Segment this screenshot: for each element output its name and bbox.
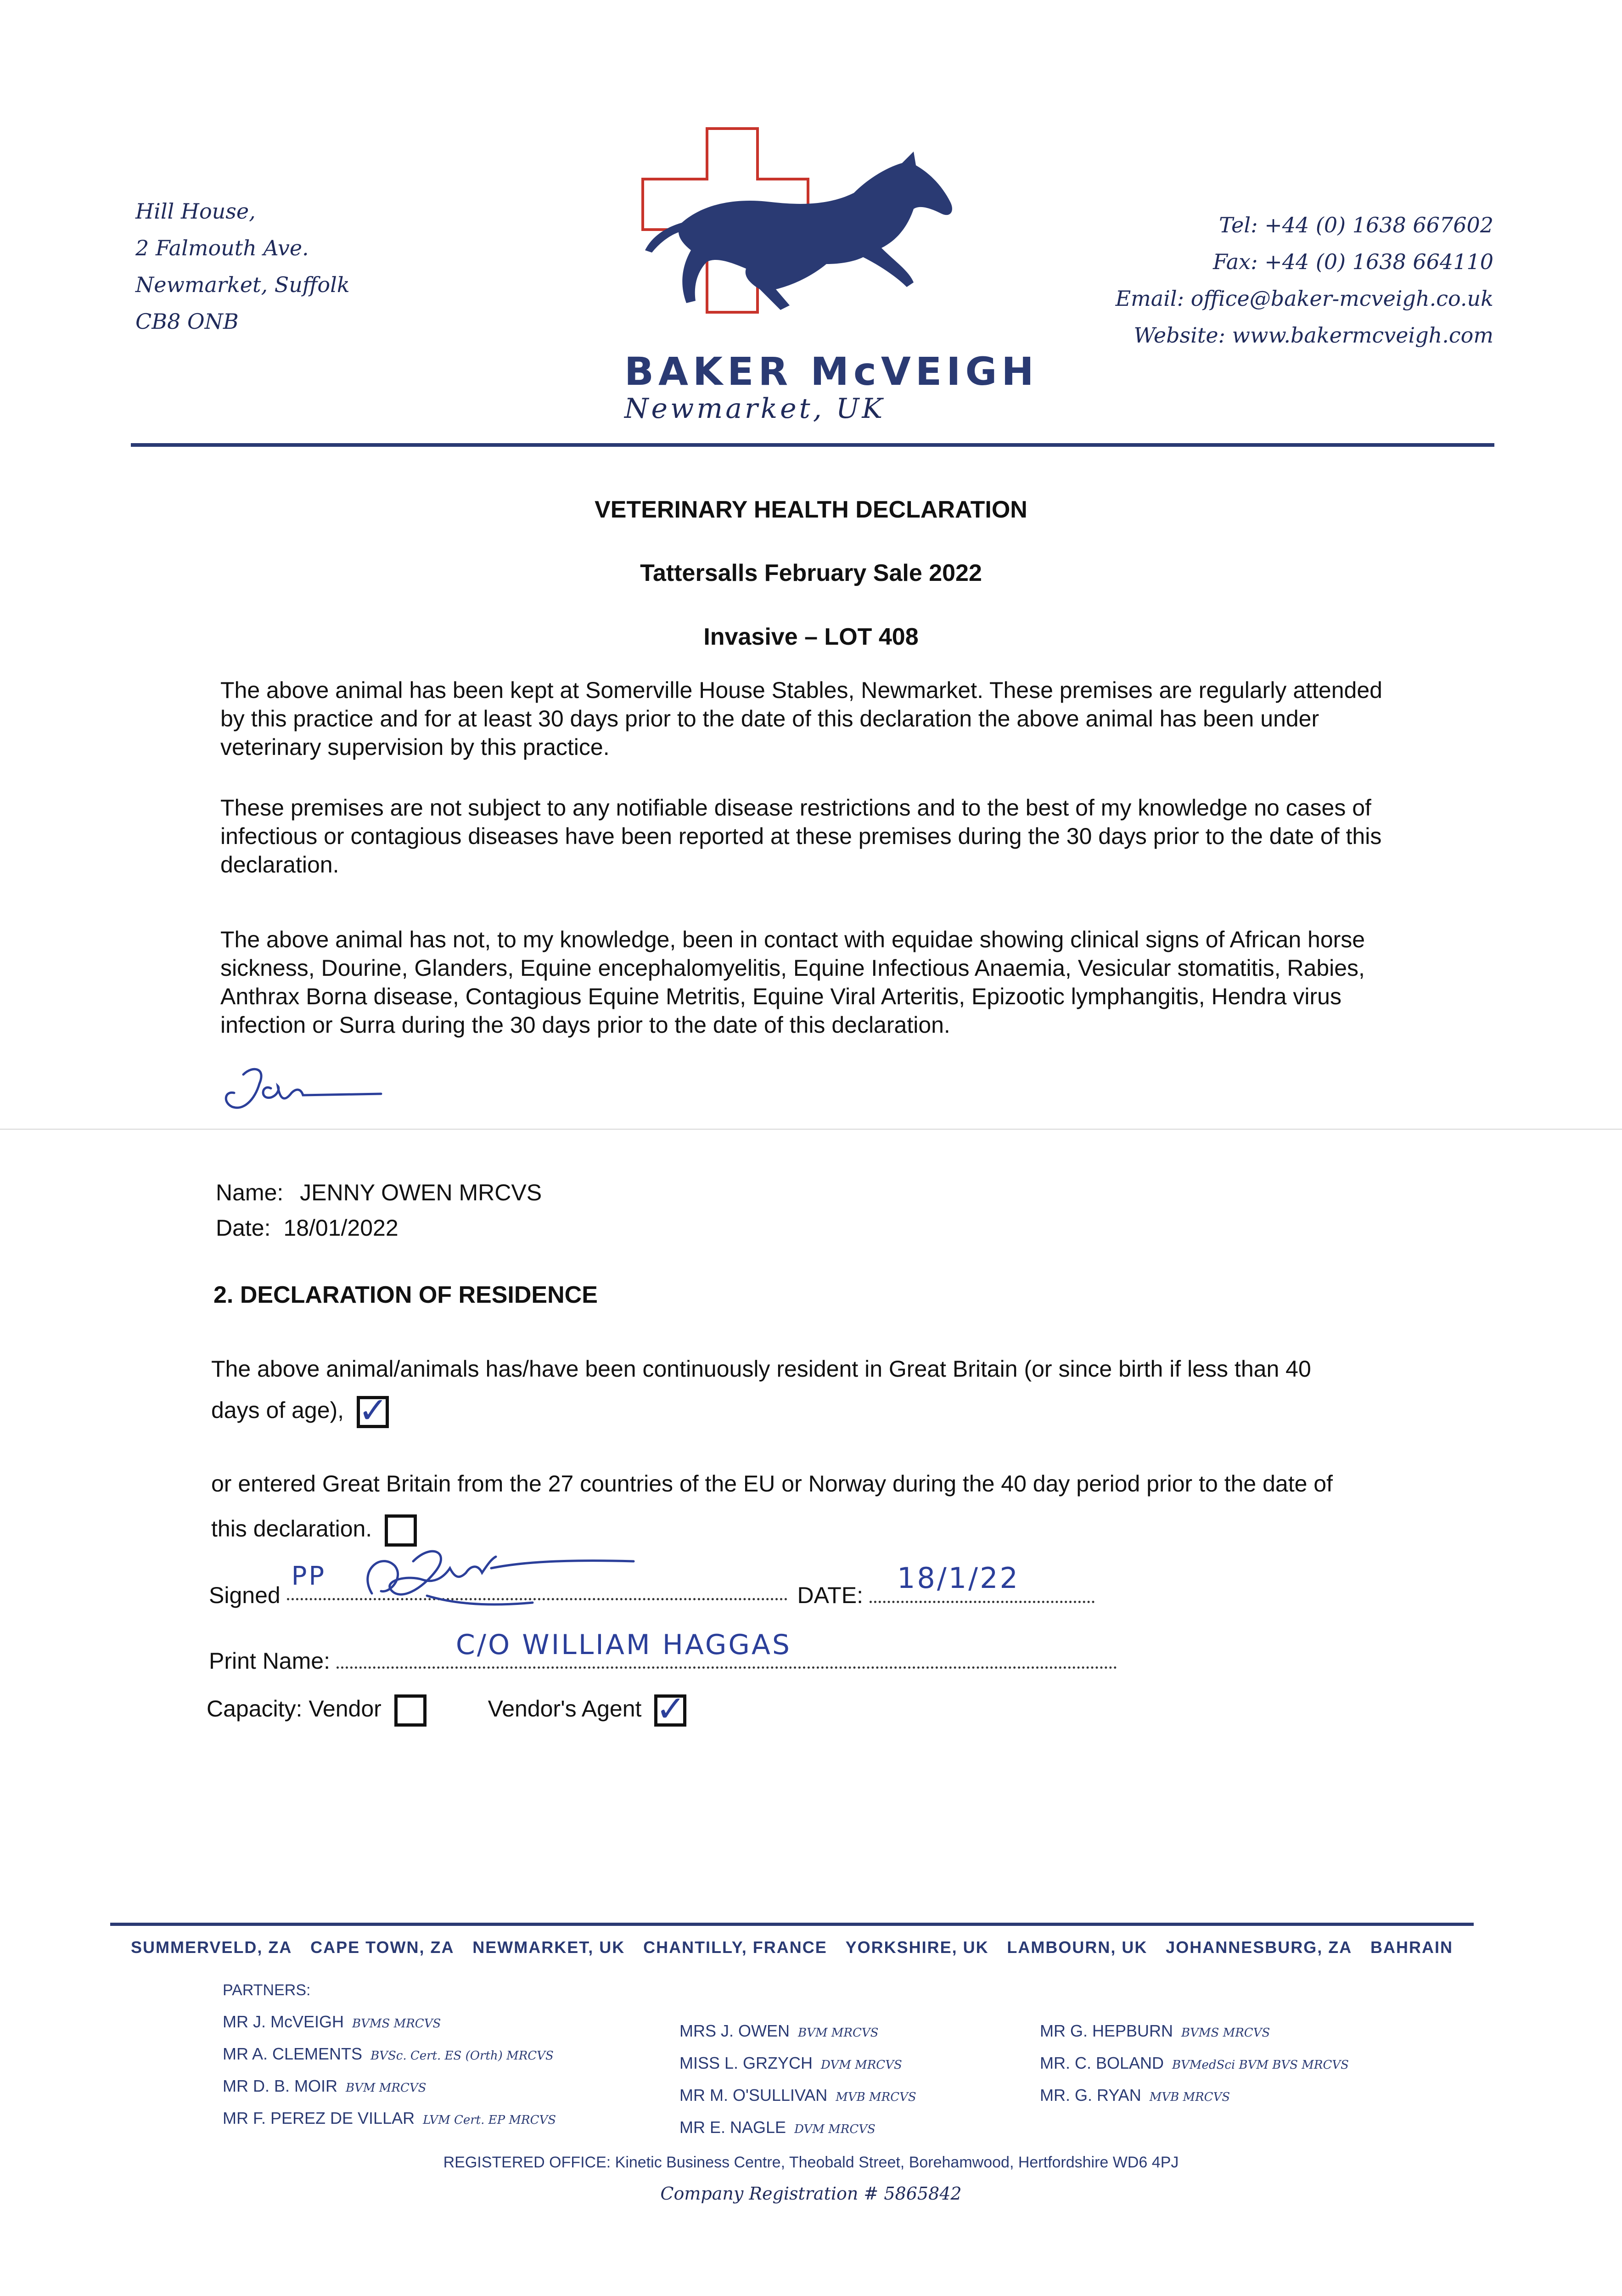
partners-label: PARTNERS: xyxy=(223,1981,311,1999)
declaration-paragraph: The above animal has been kept at Somerville House Stables, Newmarket. These premises are regularly attended by this practice and for at least 30 days prior to the date of this declaration the above animal has been under veterinary supervision by this practice. xyxy=(220,677,1382,760)
vendor-agent-label: Vendor's Agent xyxy=(488,1696,642,1722)
office-location: YORKSHIRE, UK xyxy=(845,1938,989,1957)
partner-quals: BVSc. Cert. ES (Orth) MRCVS xyxy=(370,2049,554,2063)
partner-entry xyxy=(223,2039,556,2071)
brand-name: BAKER McVEIGH xyxy=(624,349,1038,394)
partner-name: MR. C. BOLAND xyxy=(1040,2054,1164,2072)
partners-column xyxy=(679,2016,916,2144)
partner-quals: BVMS MRCVS xyxy=(352,2017,441,2031)
print-name-label: Print Name: xyxy=(209,1648,330,1674)
office-location: CAPE TOWN, ZA xyxy=(310,1938,455,1957)
office-location: LAMBOURN, UK xyxy=(1007,1938,1148,1957)
partner-name: MR. G. RYAN xyxy=(1040,2086,1141,2105)
partner-name: MR E. NAGLE xyxy=(679,2118,786,2137)
office-location: SUMMERVELD, ZA xyxy=(131,1938,292,1957)
letterhead-address xyxy=(135,193,350,340)
partner-quals: DVM MRCVS xyxy=(821,2058,902,2072)
vet-date-label: Date: xyxy=(216,1215,271,1241)
date-label: DATE: xyxy=(797,1582,864,1608)
vet-signature xyxy=(216,1056,409,1130)
capacity-row xyxy=(207,1688,686,1730)
partner-name: MR A. CLEMENTS xyxy=(223,2044,363,2063)
print-name-row xyxy=(209,1629,1117,1674)
vet-name-row xyxy=(216,1179,542,1206)
entered-text-end: this declaration. xyxy=(211,1516,372,1542)
section-heading: 2. DECLARATION OF RESIDENCE xyxy=(213,1282,598,1308)
partner-entry xyxy=(679,2112,916,2144)
office-location: NEWMARKET, UK xyxy=(472,1938,625,1957)
address-line: 2 Falmouth Ave. xyxy=(135,236,309,260)
contact-fax: Fax: +44 (0) 1638 664110 xyxy=(1212,249,1493,274)
partners-column xyxy=(223,2007,556,2135)
address-line: CB8 ONB xyxy=(135,309,239,334)
date-line[interactable] xyxy=(870,1561,1094,1603)
checkmark-icon: ✓ xyxy=(656,1688,686,1730)
agent-signature xyxy=(275,1534,643,1639)
office-location: BAHRAIN xyxy=(1370,1938,1453,1957)
partner-quals: BVMS MRCVS xyxy=(1181,2026,1270,2040)
office-location: CHANTILLY, FRANCE xyxy=(643,1938,827,1957)
partner-name: MR D. B. MOIR xyxy=(223,2077,337,2095)
partner-quals: MVB MRCVS xyxy=(836,2090,916,2104)
vet-name-label: Name: xyxy=(216,1180,284,1205)
brand-logo xyxy=(638,124,987,326)
vet-date-value: 18/01/2022 xyxy=(283,1215,398,1241)
residence-text-row xyxy=(211,1390,389,1431)
partner-entry xyxy=(223,2103,556,2135)
partner-name: MR G. HEPBURN xyxy=(1040,2021,1173,2040)
vet-date-row xyxy=(216,1215,398,1241)
lot-title: Invasive – LOT 408 xyxy=(703,624,919,650)
partner-entry xyxy=(1040,2080,1349,2112)
page-divider xyxy=(0,1129,1622,1130)
checkmark-icon: ✓ xyxy=(358,1390,388,1431)
print-name-value: C/O WILLIAM HAGGAS xyxy=(455,1629,791,1661)
partner-quals: DVM MRCVS xyxy=(794,2122,876,2136)
header-divider xyxy=(131,443,1494,447)
declaration-paragraph: The above animal has not, to my knowledge, been in contact with equidae showing clinical signs of African horse sickness, Dourine, Glanders, Equine encephalomyelitis, Equine Infectious Anaemia, Vesicular stomatitis, Rabies, Anthrax Borna disease, Contagious Equine Metritis, Equine Viral Arteritis, Epizootic lymphangitis, Hendra virus infection or Surra during the 30 days prior to the date of this declaration. xyxy=(220,927,1365,1038)
document-title: VETERINARY HEALTH DECLARATION xyxy=(595,496,1027,523)
print-name-line[interactable] xyxy=(337,1629,1117,1669)
brand-subtitle: Newmarket, UK xyxy=(624,393,886,425)
partner-quals: BVM MRCVS xyxy=(798,2026,879,2040)
partner-quals: BVM MRCVS xyxy=(346,2081,427,2095)
partner-entry xyxy=(223,2071,556,2103)
declaration-paragraph: These premises are not subject to any notifiable disease restrictions and to the best of my knowledge no cases of infectious or contagious diseases have been reported at these premises during the 30 days prior to the date of this declaration. xyxy=(220,795,1382,878)
residence-text: The above animal/animals has/have been continuously resident in Great Britain (or since birth if less than 40 xyxy=(211,1356,1311,1382)
partner-entry xyxy=(679,2048,916,2080)
partner-name: MR M. O'SULLIVAN xyxy=(679,2086,828,2105)
office-location: JOHANNESBURG, ZA xyxy=(1166,1938,1353,1957)
signed-label: Signed xyxy=(209,1582,281,1608)
office-locations xyxy=(131,1938,1453,1957)
contact-email: Email: office@baker-mcveigh.co.uk xyxy=(1115,286,1493,311)
address-line: Newmarket, Suffolk xyxy=(135,272,350,297)
signed-date: 18/1/22 xyxy=(897,1561,1020,1595)
capacity-vendor-label: Capacity: Vendor xyxy=(207,1696,382,1722)
partner-name: MR F. PEREZ DE VILLAR xyxy=(223,2109,415,2127)
contact-website: Website: www.bakermcveigh.com xyxy=(1134,323,1493,348)
residence-text-end: days of age), xyxy=(211,1397,344,1424)
partner-entry xyxy=(679,2080,916,2112)
vendor-agent-checkbox[interactable] xyxy=(654,1688,686,1730)
partner-entry xyxy=(223,2007,556,2039)
partner-entry xyxy=(679,2016,916,2048)
partner-name: MRS J. OWEN xyxy=(679,2021,790,2040)
footer-divider xyxy=(110,1923,1474,1926)
partner-name: MR J. McVEIGH xyxy=(223,2012,344,2031)
vet-name-value: JENNY OWEN MRCVS xyxy=(300,1180,542,1205)
partner-quals: MVB MRCVS xyxy=(1149,2090,1230,2104)
partner-entry xyxy=(1040,2016,1349,2048)
company-registration: Company Registration # 5865842 xyxy=(660,2183,962,2204)
partner-quals: LVM Cert. EP MRCVS xyxy=(423,2113,556,2127)
address-line: Hill House, xyxy=(135,199,256,224)
entered-text: or entered Great Britain from the 27 countries of the EU or Norway during the 40 day period prior to the date of xyxy=(211,1471,1333,1497)
sale-title: Tattersalls February Sale 2022 xyxy=(640,560,982,586)
registered-office: REGISTERED OFFICE: Kinetic Business Centre, Theobald Street, Borehamwood, Hertfordshire WD6 4PJ xyxy=(443,2154,1179,2171)
horse-icon xyxy=(679,152,952,310)
letterhead-contact xyxy=(1116,207,1493,354)
vendor-checkbox[interactable] xyxy=(394,1694,427,1727)
resident-checkbox[interactable] xyxy=(357,1390,389,1431)
partner-entry xyxy=(1040,2048,1349,2080)
signed-prefix: PP xyxy=(291,1561,326,1591)
partners-column xyxy=(1040,2016,1349,2112)
partner-name: MISS L. GRZYCH xyxy=(679,2054,813,2072)
partner-quals: BVMedSci BVM BVS MRCVS xyxy=(1172,2058,1349,2072)
contact-tel: Tel: +44 (0) 1638 667602 xyxy=(1219,213,1493,237)
